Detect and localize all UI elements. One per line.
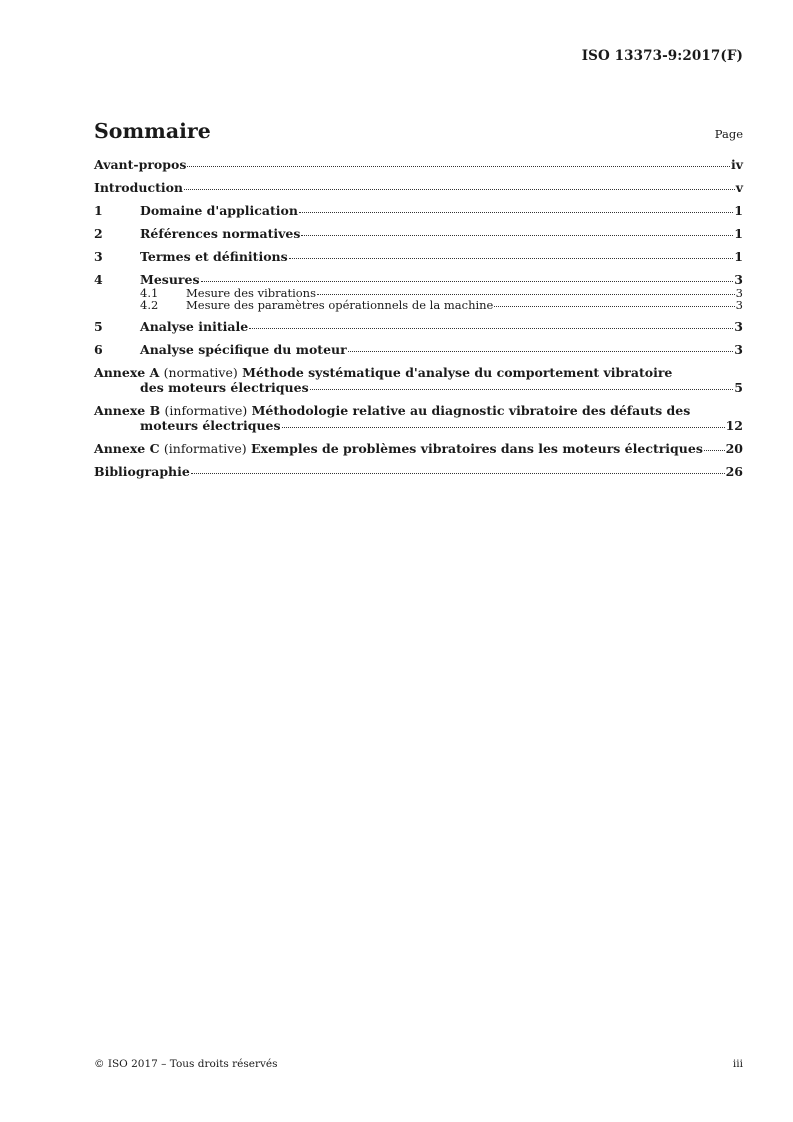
toc-annex-line2 [94, 418, 743, 433]
toc-entry-annex-b[interactable] [94, 403, 743, 433]
toc-label [94, 441, 703, 456]
page-title: Sommaire [94, 119, 211, 143]
toc-page: 1 [734, 226, 743, 241]
toc-entry-4[interactable] [94, 272, 743, 287]
toc-annex-line [94, 403, 743, 418]
toc-leader [348, 351, 734, 352]
toc-entry-annex-c[interactable] [94, 441, 743, 456]
table-of-contents [94, 157, 743, 479]
toc-label: Bibliographie [94, 464, 190, 479]
toc-page: 20 [725, 441, 743, 456]
annex-type: (informative) [163, 441, 247, 456]
toc-page: 1 [734, 249, 743, 264]
toc-leader [704, 450, 725, 451]
toc-leader [310, 389, 734, 390]
toc-entry-annex-a[interactable] [94, 365, 743, 395]
toc-label: Références normatives [140, 226, 301, 241]
page-column-label: Page [714, 127, 743, 141]
toc-page: 1 [734, 203, 743, 218]
toc-page: v [735, 180, 743, 195]
page-footer [94, 1058, 743, 1072]
toc-label: Avant-propos [94, 157, 187, 172]
toc-label: Termes et définitions [140, 249, 288, 264]
toc-number: 1 [94, 203, 103, 218]
toc-leader [299, 212, 733, 213]
toc-leader [301, 235, 733, 236]
toc-entry-bibliographie[interactable] [94, 464, 743, 479]
toc-number: 3 [94, 249, 103, 264]
annex-title-line2: moteurs électriques [140, 418, 281, 433]
toc-entry-6[interactable] [94, 342, 743, 357]
toc-label: Mesure des paramètres opérationnels de la machine [186, 298, 494, 312]
toc-label: Domaine d'application [140, 203, 298, 218]
toc-annex-line2 [94, 380, 743, 395]
toc-leader [201, 281, 734, 282]
toc-number: 4.2 [140, 298, 159, 312]
toc-annex-line [94, 365, 743, 380]
annex-prefix: Annexe B [94, 403, 161, 418]
annex-title-line2: des moteurs électriques [140, 380, 309, 395]
toc-number: 4.1 [140, 286, 159, 300]
toc-label: Analyse initiale [140, 319, 249, 334]
toc-number: 4 [94, 272, 103, 287]
annex-type: (informative) [164, 403, 248, 418]
toc-entry-5[interactable] [94, 319, 743, 334]
footer-page-number: iii [732, 1058, 743, 1070]
toc-label: Mesures [140, 272, 200, 287]
copyright-notice: © ISO 2017 – Tous droits réservés [94, 1058, 278, 1070]
toc-leader [494, 306, 734, 307]
toc-entry-4-2[interactable] [94, 299, 743, 311]
toc-number: 2 [94, 226, 103, 241]
annex-title-line1: Exemples de problèmes vibratoires dans les moteurs électriques [250, 441, 703, 456]
toc-leader [184, 189, 735, 190]
toc-leader [187, 166, 730, 167]
annex-title-line1: Méthode systématique d'analyse du comportement vibratoire [242, 365, 673, 380]
toc-leader [317, 294, 735, 295]
toc-entry-introduction[interactable] [94, 180, 743, 195]
toc-entry-3[interactable] [94, 249, 743, 264]
toc-page: 3 [735, 298, 743, 312]
toc-label: Analyse spécifique du moteur [140, 342, 347, 357]
annex-prefix: Annexe C [94, 441, 160, 456]
toc-entry-avant-propos[interactable] [94, 157, 743, 172]
toc-page: 26 [725, 464, 743, 479]
toc-number: 5 [94, 319, 103, 334]
toc-entry-2[interactable] [94, 226, 743, 241]
toc-label: Introduction [94, 180, 184, 195]
toc-page: iv [730, 157, 743, 172]
toc-entry-1[interactable] [94, 203, 743, 218]
toc-page: 3 [734, 342, 743, 357]
toc-leader [249, 328, 733, 329]
toc-label: Mesure des vibrations [186, 286, 316, 300]
toc-number: 6 [94, 342, 103, 357]
toc-page: 3 [734, 272, 743, 287]
annex-title-line1: Méthodologie relative au diagnostic vibratoire des défauts des [251, 403, 691, 418]
toc-leader [282, 427, 725, 428]
annex-prefix: Annexe A [94, 365, 160, 380]
toc-page: 3 [735, 286, 743, 300]
toc-page: 12 [725, 418, 743, 433]
toc-leader [191, 473, 725, 474]
toc-page: 5 [734, 380, 743, 395]
toc-page: 3 [734, 319, 743, 334]
title-row [94, 113, 743, 143]
annex-type: (normative) [163, 365, 238, 380]
toc-leader [289, 258, 734, 259]
document-id: ISO 13373-9:2017(F) [581, 48, 743, 64]
